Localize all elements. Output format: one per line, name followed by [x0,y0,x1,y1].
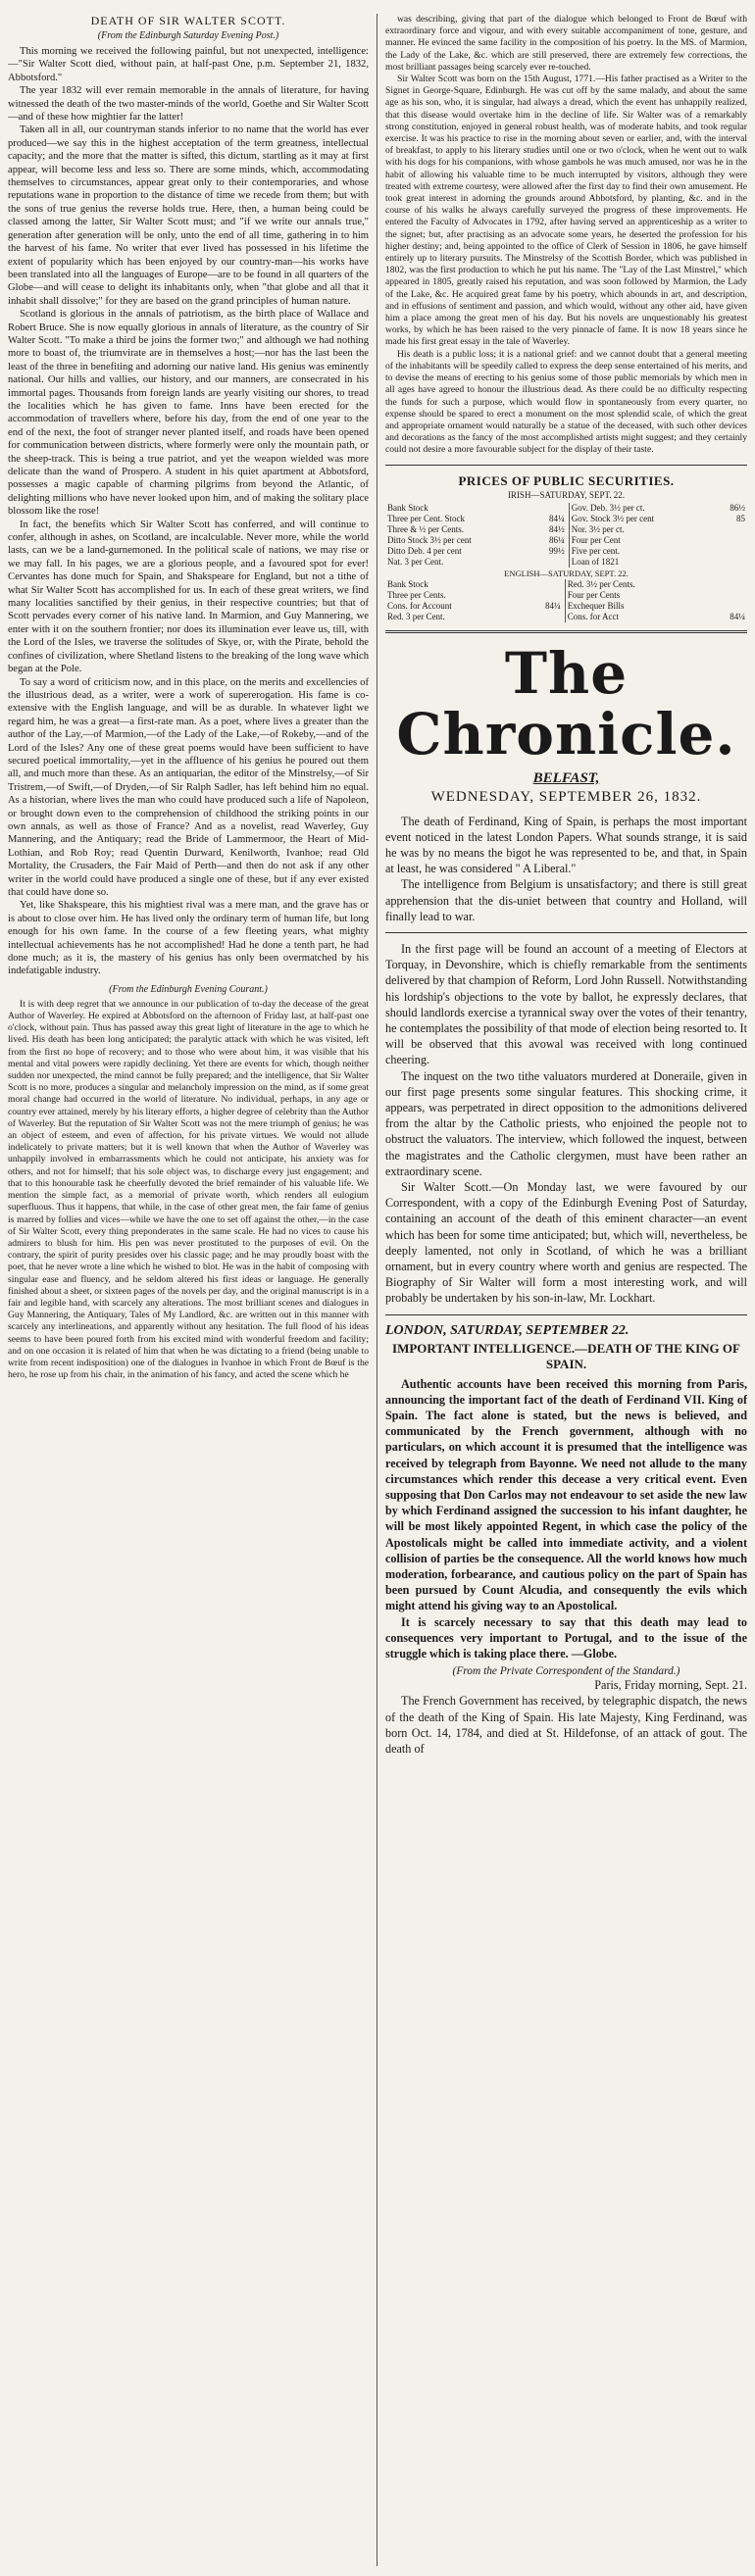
paragraph: The intelligence from Belgium is unsatisfactory; and there is still great apprehension that the dis-uniet between that country and Holland, will finally lead to war. [385,877,747,923]
page-columns [8,14,747,2566]
security-price: 99½ [532,546,569,557]
security-name: Nat. 3 per Cent. [387,556,444,567]
security-name: Five per cent. [571,545,620,556]
paragraph: This morning we received the following painful, but not unexpected, intelligence:—"Sir Walter Scott died, without pain, at half-past One, p.m. September 21, 1832, Abbotsford." [8,46,369,83]
right-column [378,14,747,2566]
paragraph: Paris, Friday morning, Sept. 21. [594,1678,747,1693]
price-row [385,557,747,568]
paragraph: The year 1832 will ever remain memorable in the annals of literature, for having witnessed the death of the two master-minds of the world, Goethe and Sir Walter Scott—and of these how mightier far the latter! [8,85,369,124]
security-name: Exchequer Bills [567,600,625,611]
security-name: Nor. 3½ per ct. [571,523,625,534]
security-price [709,579,747,590]
divider [385,630,747,633]
divider [385,465,747,466]
prices-table-irish [385,503,747,568]
price-row [385,535,747,546]
paragraph: The death of Ferdinand, King of Spain, is perhaps the most important event noticed in the latest London Papers. What sounds strange, it is said he was by no means the bigot he was represented to be, and that, in Spain at least, he was considered " A Liberal." [385,814,747,876]
price-row [385,514,747,524]
security-name: Ditto Deb. 4 per cent [387,545,462,556]
security-name: Three per Cent. Stock [387,513,465,523]
prices-title: PRICES OF PUBLIC SECURITIES. [458,472,675,488]
security-name: Gov. Deb. 3½ per ct. [571,502,645,513]
price-row [385,579,747,590]
article-title: DEATH OF SIR WALTER SCOTT. [90,14,286,27]
left-column [8,14,378,2566]
paragraph: was describing, giving that part of the dialogue which belonged to Front de Bœuf with extraordinary force and vigour, and with every suitable accompaniment of tone, gesture, and manner. He evinced the same facility in the composition of his poetry. In the MS. of Marmion, the Lady of the Lake, &c. which are still preserved, there are extremely few corrections, the most brilliant passages being scarcely ever re-touched. [385,14,747,73]
dateline-date: WEDNESDAY, SEPTEMBER 26, 1832. [430,788,702,805]
price-row [385,612,747,622]
security-name: Four per Cent [571,534,621,545]
paragraph: In the first page will be found an account of a meeting of Electors at Torquay, in Devonshire, which is chiefly remarkable from the sentiments delivered by that champion of Reform, Lord John Russell. Notwithstanding his lordship's objections to the vote by ballot, he expressly declares, that should landlords exercise a tyrannical sway over the votes of their tenantry, he contemplates the possibility of that mode of election being resorted to. It will be observed that this avowal was received with long continued cheering. [385,941,747,1067]
security-price [522,590,565,601]
article-source: (From the Private Correspondent of the Standard.) [452,1665,680,1678]
paragraph: Sir Walter Scott was born on the 15th August, 1771.—His father practised as a Writer to the Signet in George-Square, Edinburgh. He was cut off by the same malady, and about the same age as his son, who, it is singular, had always a dread, which the event has unhappily realized, that this disease would overtake him in the decline of life. Sir Walter was of a remarkably strong constitution, enjoyed in general robust health, was of moderate habits, and took regular exercise. It was his practice to rise in the morning about seven or earlier, and, with the interval of breakfast, to apply to his literary studies until one or two o'clock, when he went out to walk with his dogs for his companions, with whose gambols he was much amused, nor was he in the habit of allowing his valuable time to be much interrupted by visitors, although they were treated with extreme courtesy, were allowed after the first day to find their own amusement. He took great interest in adorning the grounds around Abbotsford, by planting, &c. and in the course of his walks he always carefully surveyed the progress of these improvements. He entered the Faculty of Advocates in 1792, after having served an apprenticeship as a writer to the signet; but, after practising as an advocate some years, he deserted the profession for his higher destiny; and, being appointed to the office of Clerk of Session in 1806, he gave himself entirely up to literary pursuits. The Minstrelsy of the Scottish Border, which was published in 1802, was the first production to which he put his name. The "Lay of the Last Minstrel," which appeared in 1805, greatly raised his reputation, and was soon followed by Marmion, the Lady of the Lake, &c. He acquired great fame by his poetry, which abounds in art, and description, and in effusions of sentiment and passion, and which would, without any other aid, have given him a place among the great men of his day. But his novels are unquestionably his greatest works, by which he has been raised to the very pinnacle of fame. It is now 18 years since he made his first great essay in the tale of Waverley. [385,74,747,348]
price-row [385,503,747,514]
security-price [709,601,747,612]
security-name: Bank Stock [387,578,428,589]
security-price [522,612,565,622]
security-price [709,590,747,601]
paragraph: The inquest on the two tithe valuators murdered at Doneraile, given in our first page presents some singular features. This shocking crime, it appears, was perpetrated in direct opposition to the admonitions delivered from the altar by the Catholic priests, who enjoined the people not to obstruct the valuators. The interview, which followed the inquest, between the magistrates and the Catholic clergymen, must have been rather an extraordinary scene. [385,1068,747,1178]
security-price [522,579,565,590]
security-name: Gov. Stock 3½ per cent [571,513,655,523]
article-source: (From the Edinburgh Evening Courant.) [109,983,268,995]
divider [385,932,747,933]
prices-table-section [385,473,747,622]
prices-table-english [385,579,747,622]
paragraph: His death is a public loss; it is a national grief: and we cannot doubt that a general meeting of the inhabitants will be speedily called to express the deep sense entertained of his merits, and to devise the means of erecting to his genius some of those public memorials by which men in all ages have agreed to honour the illustrious dead. As there could be no difficulty respecting the funds for such a purpose, which would flow in spontaneously from every quarter, no expense should be spared to erect a monument on the most splendid scale, of which the great and appropriate ornament would naturally be a statue of the deceased, with such other devices and decorations as the fancy of the most accomplished artists might suggest; and they certainly could not desire a more favourable subject for the display of their taste. [385,348,747,456]
paragraph: It is scarcely necessary to say that this death may lead to consequences very important to Portugal, and to the issue of the struggle which is taking place there. —Globe. [385,1614,747,1661]
masthead: The Chronicle. [396,639,736,768]
paragraph: Authentic accounts have been received this morning from Paris, announcing the important fact of the death of Ferdinand VII. King of Spain. The fact alone is stated, but the news is believed, and communicated by the French government, although with no particulars, on which account it is presumed that the intelligence was received by telegraph from Bayonne. We need not allude to the many circumstances which render this decease a very critical event. Even supposing that Don Carlos may not endeavour to set aside the new law by which Ferdinand assigned the succession to his infant daughter, he will be most likely appointed Regent, in which case the policy of the Apostolicals might be called into immediate activity, and a violent collision of parties be the consequence. All the world knows how much moderation, forbearance, and cautious policy on the part of Spain has been pursued by Count Alcudia, and consequently the evils which might attend his giving way to an Apostolical. [385,1376,747,1613]
security-name: Loan of 1821 [571,556,620,567]
security-name: Four per Cents [567,589,621,600]
security-price [532,557,569,568]
prices-english-heading: ENGLISH—SATURDAY, SEPT. 22. [504,568,629,578]
security-price: 86¼ [532,535,569,546]
security-price: 85 [736,513,745,523]
paragraph: Scotland is glorious in the annals of patriotism, as the birth place of Wallace and Robert Bruce. She is now equally glorious in annals of literature, as the country of Sir Walter Scott. "To make a third be joins the former two;" and although we had nothing more to boast of, the triumvirate are in themselves a host;—nor has the last been the least of the three in benefiting and adorning our native land. His genius was eminently national. Our hills and vallies, our history, and our manners, are consecrated in his immortal pages. Thousands from foreign lands are yearly visiting our shores, to tread the localities which he has given to fame. Inns have been erected for the accommodation of travellers where, before his day, from the end of one year to the end of the next, the foot of stranger never planted itself, and roads have been opened for communication between districts, where formerly were only the mountain path, or the sheep-track. This is being a true patriot, and yet the weapon wielded was more delicate than the wand of Prospero. A student in his quiet apartment at Abbotsford, possesses a magic capable of charming pilgrims from beyond the Atlantic, of delighting millions who have never looked upon him, and of making the solitary place blossom like the rose! [8,309,369,518]
security-name: Red. 3½ per Cents. [567,578,635,589]
security-name: Ditto Stock 3½ per cent [387,534,472,545]
security-name: Bank Stock [387,502,428,513]
article-source: (From the Edinburgh Saturday Evening Post.) [97,30,279,41]
security-price [715,546,747,557]
security-price: 86½ [730,502,745,513]
section-heading: LONDON, SATURDAY, SEPTEMBER 22. [385,1322,629,1338]
price-row [385,590,747,601]
paragraph: In fact, the benefits which Sir Walter Scott has conferred, and will continue to confer, although in ashes, on Scotland, are incalculable. Never more, while the world lasts, can we be a land-gurnemoned. In the political scale of nations, we may rise or we may fall. In his pages, we are a glorious people, and a favoured spot for ever! Cervantes has done much for Spain, and Shakspeare for England, but not a tithe of what Sir Walter Scott has accomplished for us. In each of these great writers, we find many localities sanctified by their genius, in their respective countries; but that of Scott pervades every corner of his native land. In Marmion, and Guy Mannering, we enter with it on the southern frontier; nor does its illumination ever leave us, till, with the Lord of the Isles, we traverse the solitudes of Skye, or, with the Pirate, behold the confines of civilization, where Shetland listens to the breaking of the long wave which began at the Pole. [8,519,369,675]
paragraph: Taken all in all, our countryman stands inferior to no name that the world has ever produced—we say this in the highest acceptation of the term greatness, intellectual capacity; and the more that the matter is sifted, this dictum, startling as it may at first appear, will become less and less so. There are some minds, which, accommodating themselves to circumstances, appear great only to their contemporaries, and whose reputations wane in proportion to the distance of time we recede from them; but with the sons of true genius the reverse holds true. Here, then, a human being could be classed among the latter, Sir Walter Scott must; and "if we write our annals true," generation after generation will be only, unto the end of all time, gathering in to him the harvest of his fame. No writer that ever lived has possessed in his lifetime the extent of popularity which has been enjoyed by our country-man—his works have been translated into all the languages of Europe—are to be found in all quarters of the Globe—and will cease to delight its inhabitants only, when "that globe and all that it inhabit shall dissolve;" for they are based on the grand principles of human nature. [8,124,369,307]
paragraph: Yet, like Shakspeare, this his mightiest rival was a mere man, and the grave has or is about to close over him. He has lived only the ordinary term of human life, but long enough for his own fame. In the course of a few fleeting years, what mighty intellectual achievements has he not accomplished! Had he done a tenth part, he had done much; as it is, the mastery of his genius has only been overmatched by his indefatigable industry. [8,900,369,977]
section-subheading: IMPORTANT INTELLIGENCE.—DEATH OF THE KING OF SPAIN. [392,1340,740,1371]
paragraph: The French Government has received, by telegraphic dispatch, the news of the death of the King of Spain. His late Majesty, King Ferdinand, was born Oct. 14, 1784, and died at St. Hildefonse, of an attack of gout. The death of [385,1694,747,1757]
paragraph: It is with deep regret that we announce in our publication of to-day the decease of the great Author of Waverley. He expired at Abbotsford on the afternoon of Friday last, at half-past one o'clock, without pain. Thus has passed away this great light of literature in the age to which he lived. His death has been long anticipated; the paralytic attack with which he was visited, left from the first no hope of recovery; and to those who were about him, it was visible that his mental and vital powers were rapidly declining. Yet there are events for which, though neither sudden nor unexpected, the mind cannot be fully prepared; and the intelligence, that Sir Walter Scott is no more, produces a singular and melancholy impression on the mind, as if some great moral change had occurred in the world of literature. No individual, perhaps, in any age or country ever attained, merely by his literary efforts, a higher degree of celebrity than the Author of Waverley. But the reputation of Sir Walter Scott was not the mere triumph of genius; he was an object of esteem, and even of affection, for his private virtues. We would not allude indelicately to private matters; but it is well known that when the Author of Waverley was unhappily involved in embarrassments which he could not anticipate, his anxiety was for others, and not for himself; that his sole object was, to discharge every just engagement; and that to this honourable task he cheerfully devoted the brief remainder of his valuable life. We mention the simple fact, as a memorial of private worth, which renders all eulogium superfluous. Thus it happens, that while, in the case of other great men, the fair fame of genius is marred by follies and vices—while we have the one to set off against the other,—in the case of Sir Walter Scott, every thing preponderates in the same scale. He had no vices to cause his admirers to blush for him. His pen was never prostituted to the purposes of evil. On the contrary, the spirit of purity presides over his classic page; and he may proudly boast with the poet, that he never wrote a line which he wished to blot. He was in the habit of composing with singular ease and fluency, and he seldom altered his first ideas or language. He generally finished about a sheet, or sixteen pages of the novels per day, and the original manuscript is in a fair and legible hand, with scarcely any alterations. The most brilliant scenes and dialogues in Guy Mannering, the Antiquary, Tales of My Landlord, &c. are written out in this manner with scarcely any interlineations, and apparently without any hesitation. The full flood of his ideas seems to have been poured forth from his excited mind with wonderful freedom and facility; and on one occasion it is related of him that when he was dictating to a friend (being unable to write from recent indisposition) one of the dialogues in Ivanhoe in which Front de Bœuf is the hero, he rose up from his chair, in the animation of his fancy, and acted the scene which he [8,998,369,1381]
security-name: Red. 3 per Cent. [387,611,445,621]
dateline-place: BELFAST, [532,769,600,786]
paragraph: To say a word of criticism now, and in this place, on the merits and excellencies of the illustrious dead, as a writer, were a work of supererogation. His fame is co-extensive with the English language, and will be as durable. In whatever light we regard him, he was a great—a first-rate man. As a poet, where lives a greater than the author of the Lay,—of Marmion,—of the Lady of the Lake,—of Rokeby,—and of the Lord of the Isles? Any one of these great poems would have been sufficient to have secured poetical immortality,—yet in the affluence of his genius he poured out them all, and much more than these. As an antiquarian, the editor of the Minstrelsy,—of Sir Tristrem,—of Swift,—of Dryden,—of Sir Ralph Sadler, has left behind him no equal. As a historian, where lives the man who could have produced such a life of Napoleon, or brought down even to the comprehension of childhood the striking points in our own annals, as well as those of France? And as a novelist, read Waverley, Guy Mannering, and the Antiquary; read the Bride of Lammermoor, the Heart of Mid-Lothian, and Rob Roy; read Quentin Durward, Kenilworth, Ivanhoe; read Old Mortality, the Crusaders, the Fair Maid of Perth—and then do not ask if any other writer in the world could have produced a single one of these, but if any ever existed that could have done so. [8,676,369,898]
security-price: 84¼ [730,611,745,621]
paragraph: Sir Walter Scott.—On Monday last, we were favoured by our Correspondent, with a copy of the Edinburgh Evening Post of Saturday, containing an account of the death of this eminent character—an event which has been for some time anticipated; but, which will, nevertheless, be deeply lamented, not only in Scotland, of which he was a brilliant ornament, but in every country where worth and genius are respected. The Biography of Sir Walter will form a most interesting work, and will probably be undertaken by his son-in-law, Mr. Lockhart. [385,1179,747,1306]
security-name: Three per Cents. [387,589,446,600]
prices-subtitle: IRISH—SATURDAY, SEPT. 22. [507,489,626,500]
price-row [385,524,747,535]
price-row [385,546,747,557]
security-name: Cons. for Account [387,600,452,611]
price-row [385,601,747,612]
security-price [715,535,747,546]
security-price [715,524,747,535]
security-name: Three & ½ per Cents. [387,523,464,534]
security-price [715,557,747,568]
security-price: 84½ [532,524,569,535]
divider [385,1314,747,1315]
security-price: 84¼ [532,514,569,524]
security-price: 84¼ [522,601,565,612]
security-name: Cons. for Acct [567,611,619,621]
security-price [532,503,569,514]
